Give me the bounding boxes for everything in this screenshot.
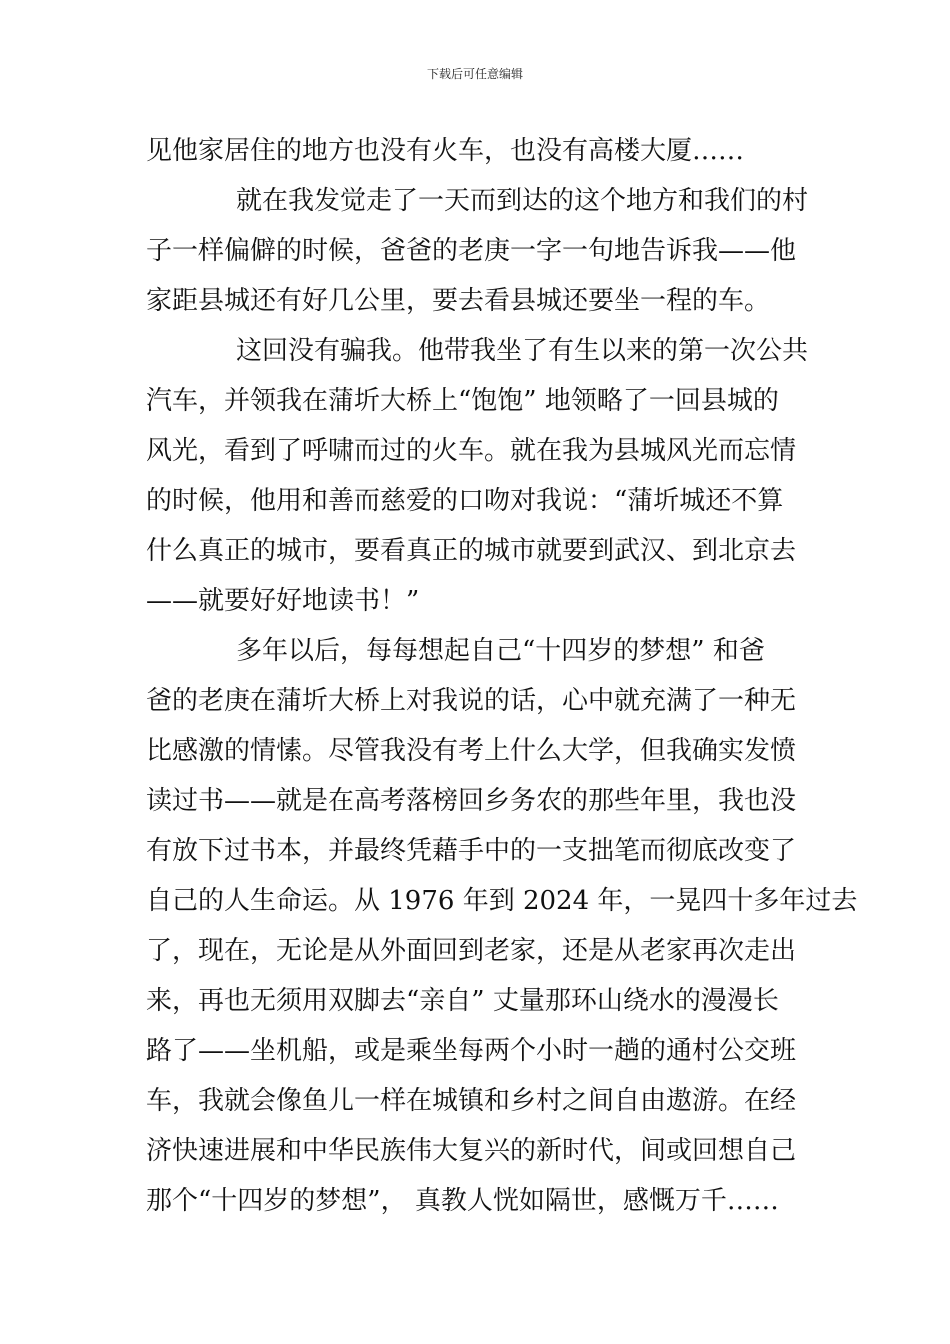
text-line: 见他家居住的地方也没有火车，也没有高楼大厦…… [146, 136, 745, 166]
text-line: 风光，看到了呼啸而过的火车。就在我为县城风光而忘情 [146, 436, 797, 466]
text-line: 多年以后，每每想起自己“十四岁的梦想” 和爸 [236, 636, 765, 666]
text-line: 路了——坐机船，或是乘坐每两个小时一趟的通村公交班 [146, 1036, 797, 1066]
text-line: 子一样偏僻的时候，爸爸的老庚一字一句地告诉我——他 [146, 236, 797, 266]
text-line: 就在我发觉走了一天而到达的这个地方和我们的村 [236, 186, 809, 216]
body-text [146, 126, 858, 1226]
text-line: 有放下过书本，并最终凭藉手中的一支拙笔而彻底改变了 [146, 836, 797, 866]
text-line: 汽车，并领我在蒲圻大桥上“饱饱” 地领略了一回县城的 [146, 386, 779, 416]
text-line: 家距县城还有好几公里，要去看县城还要坐一程的车。 [146, 286, 771, 316]
text-line: 那个“十四岁的梦想”， 真教人恍如隔世，感慨万千…… [146, 1186, 779, 1216]
text-line: 爸的老庚在蒲圻大桥上对我说的话，心中就充满了一种无 [146, 686, 797, 716]
page-header: 下载后可任意编辑 [426, 67, 523, 81]
text-line: 比感激的情愫。尽管我没有考上什么大学，但我确实发愤 [146, 736, 797, 766]
text-line: 来，再也无须用双脚去“亲自” 丈量那环山绕水的漫漫长 [146, 986, 779, 1016]
text-line: 济快速进展和中华民族伟大复兴的新时代，间或回想自己 [146, 1136, 797, 1166]
text-line: 的时候，他用和善而慈爱的口吻对我说：“蒲圻城还不算 [146, 486, 784, 516]
text-line: 这回没有骗我。他带我坐了有生以来的第一次公共 [236, 336, 809, 366]
text-line: 了，现在，无论是从外面回到老家，还是从老家再次走出 [146, 936, 797, 966]
text-line: 读过书——就是在高考落榜回乡务农的那些年里，我也没 [146, 786, 797, 816]
text-line: ——就要好好地读书！” [146, 586, 420, 616]
text-line: 自己的人生命运。从 1976 年到 2024 年，一晃四十多年过去 [146, 886, 858, 916]
text-line: 什么真正的城市，要看真正的城市就要到武汉、到北京去 [146, 536, 797, 566]
text-line: 车，我就会像鱼儿一样在城镇和乡村之间自由遨游。在经 [146, 1086, 797, 1116]
